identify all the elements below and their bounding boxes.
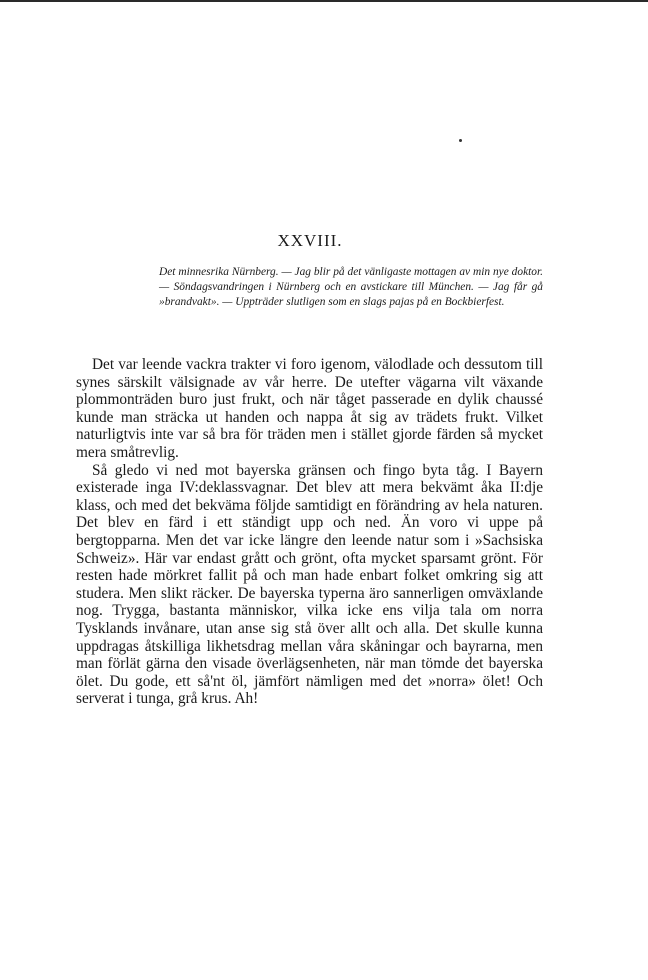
page-top-edge — [0, 0, 648, 2]
body-text — [76, 356, 543, 708]
scan-speck — [459, 139, 462, 142]
chapter-number: XXVIII. — [277, 231, 343, 250]
paragraph-2: Så gledo vi ned mot bayerska gränsen och fingo byta tåg. I Bayern existerade inga IV:deklassvagnar. Det blev att mera bekvämt åka II:dje klass, och med det bekväma följde samtidigt en förändring av hela naturen. Det blev en färd i ett ständigt upp och ned. Än voro vi uppe på bergtopparna. Men det var icke längre den leende natur som i »Sachsiska Schweiz». Här var endast grått och grönt, ofta mycket sparsamt grönt. För resten hade mörkret fallit på och man hade enbart folket omkring sig att studera. Men slikt räcker. De bayerska typerna äro sannerligen omväxlande nog. Trygga, bastanta människor, vilka icke ens vilja tala om norra Tysklands invånare, utan anse sig stå över allt och alla. Det skulle kunna uppdragas åtskilliga likhetsdrag mellan våra skåningar och bayrarna, men man förlät gärna den visade överlägsenheten, när man tömde det bayerska ölet. Du gode, ett så'nt öl, jämfört nämligen med det »norra» ölet! Och serverat i tunga, grå krus. Ah! — [76, 461, 543, 708]
chapter-summary: Det minnesrika Nürnberg. — Jag blir på det vänligaste mottagen av min nye doktor. — Söndagsvandringen i Nürnberg och en avstickare till München. — Jag får gå »brandvakt». — Uppträder slutligen som en slags pajas på en Bockbierfest. — [159, 266, 543, 309]
paragraph-1: Det var leende vackra trakter vi foro igenom, välodlade och dessutom till synes särskilt välsignade av vår herre. De utefter vägarna vilt växande plommonträden buro just frukt, och när tåget passerade en dylik chaussé kunde man sträcka ut handen och nappa åt sig av trädets frukt. Vilket naturligtvis inte var så bra för träden men i stället gjorde färden så mycket mera småtrevlig. — [76, 356, 543, 461]
